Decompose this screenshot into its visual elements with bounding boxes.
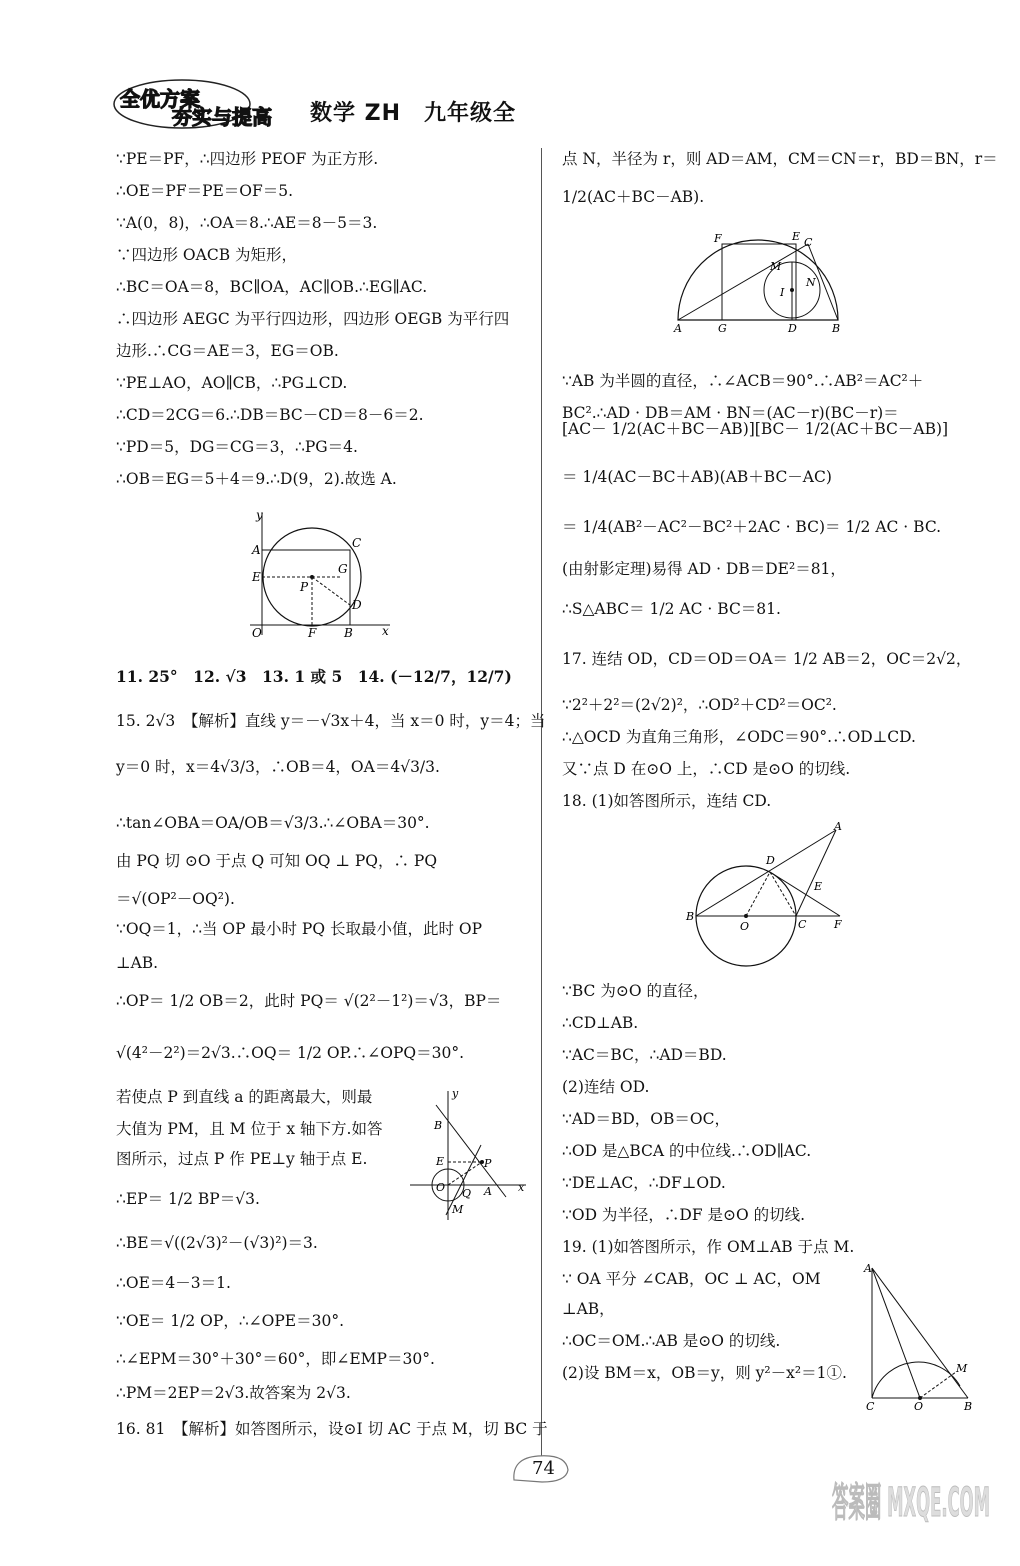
svg-text:O: O <box>436 1181 446 1194</box>
svg-text:A: A <box>674 322 682 335</box>
text-line: ∵2²＋2²＝(2√2)²，∴OD²＋CD²＝OC². <box>562 696 837 714</box>
text-line: 又∵点 D 在⊙O 上，∴CD 是⊙O 的切线. <box>562 760 851 778</box>
text-line: 点 N，半径为 r，则 AD＝AM，CM＝CN＝r，BD＝BN，r＝ <box>562 150 998 168</box>
text-line: ∴EP＝ 1/2 BP＝√3. <box>116 1190 260 1208</box>
text-line: ∴CD＝2CG＝6.∴DB＝BC－CD＝8－6＝2. <box>116 406 424 424</box>
text-line: ∵四边形 OACB 为矩形， <box>116 246 298 264</box>
text-line: ＝√(OP²－OQ²). <box>116 890 235 908</box>
svg-text:B: B <box>832 322 841 335</box>
svg-text:B: B <box>686 910 695 923</box>
svg-text:E: E <box>792 230 801 243</box>
answer-line: 11. 25° 12. √3 13. 1 或 5 14. (－12/7，12/7) <box>116 667 512 686</box>
text-line: ∴OP＝ 1/2 OB＝2，此时 PQ＝ √(2²－1²)＝√3，BP＝ <box>116 992 502 1010</box>
text-line: BC².∴AD · DB＝AM · BN＝(AC－r)(BC－r)＝ <box>562 404 899 422</box>
text-line: ⊥AB， <box>562 1300 615 1318</box>
svg-text:x: x <box>382 624 389 638</box>
svg-text:x: x <box>518 1181 525 1194</box>
text-line: 图所示，过点 P 作 PE⊥y 轴于点 E. <box>116 1150 368 1168</box>
svg-text:N: N <box>806 276 816 289</box>
figure-circle-tangent <box>684 818 854 968</box>
text-line: ∵OQ＝1，∴当 OP 最小时 PQ 长取最小值，此时 OP <box>116 920 483 938</box>
svg-text:I: I <box>780 286 785 299</box>
text-line: ∴CD⊥AB. <box>562 1014 639 1032</box>
text-line: ∴BE＝√((2√3)²－(√3)²)＝3. <box>116 1234 318 1252</box>
text-line: ∵A(0，8)，∴OA＝8.∴AE＝8－5＝3. <box>116 214 378 232</box>
svg-text:D: D <box>788 322 797 335</box>
svg-text:E: E <box>814 880 823 893</box>
text-line: 1/2(AC＋BC－AB). <box>562 188 705 206</box>
text-line: (2)设 BM＝x，OB＝y，则 y²－x²＝1①. <box>562 1364 847 1382</box>
text-line: y＝0 时，x＝4√3/3，∴OB＝4，OA＝4√3/3. <box>116 758 440 776</box>
text-line: 边形.∴CG＝AE＝3，EG＝OB. <box>116 342 339 360</box>
svg-text:O: O <box>252 626 262 640</box>
text-line: ∵ OA 平分 ∠CAB，OC ⊥ AC，OM <box>562 1270 821 1288</box>
svg-text:D: D <box>766 854 775 867</box>
subject-title: 数学 ZH 九年级全 <box>310 101 517 126</box>
brand-logo <box>112 74 294 132</box>
text-line: ＝ 1/4(AC－BC＋AB)(AB＋BC－AC) <box>562 468 832 486</box>
svg-text:M: M <box>770 260 782 273</box>
svg-text:y: y <box>256 508 263 522</box>
svg-text:G: G <box>718 322 727 335</box>
text-line: ∴OE＝PF＝PE＝OF＝5. <box>116 182 294 200</box>
text-line: ∵DE⊥AC，∴DF⊥OD. <box>562 1174 726 1192</box>
svg-text:O: O <box>740 920 750 933</box>
svg-text:M: M <box>452 1203 464 1216</box>
text-line: ∴四边形 AEGC 为平行四边形，四边形 OEGB 为平行四 <box>116 310 510 328</box>
text-line: ∵BC 为⊙O 的直径， <box>562 982 709 1000</box>
text-line: ∴∠EPM＝30°＋30°＝60°，即∠EMP＝30°. <box>116 1350 435 1368</box>
figure-tangent-line <box>406 1085 531 1225</box>
text-line: 若使点 P 到直线 a 的距离最大，则最 <box>116 1088 373 1106</box>
text-line: ∴PM＝2EP＝2√3.故答案为 2√3. <box>116 1384 351 1402</box>
text-line: 大值为 PM，且 M 位于 x 轴下方.如答 <box>116 1120 383 1138</box>
text-line: 16. 81 【解析】如答图所示，设⊙I 切 AC 于点 M，切 BC 于 <box>116 1420 548 1438</box>
svg-text:D: D <box>352 598 362 612</box>
svg-text:Q: Q <box>462 1187 472 1200</box>
svg-text:C: C <box>352 536 362 550</box>
svg-text:P: P <box>300 580 309 594</box>
text-line: (由射影定理)易得 AD · DB＝DE²＝81， <box>562 560 846 578</box>
svg-text:A: A <box>252 543 261 557</box>
svg-text:C: C <box>804 236 813 249</box>
svg-text:G: G <box>338 562 348 576</box>
text-line: ∵AD＝BD，OB＝OC， <box>562 1110 730 1128</box>
svg-text:A: A <box>484 1185 492 1198</box>
text-line: ∴OC＝OM.∴AB 是⊙O 的切线. <box>562 1332 781 1350</box>
text-line: 17. 连结 OD，CD＝OD＝OA＝ 1/2 AB＝2，OC＝2√2， <box>562 650 972 668</box>
text-line: ∴△OCD 为直角三角形，∠ODC＝90°.∴OD⊥CD. <box>562 728 916 746</box>
svg-text:答案圈 MXQE.COM: 答案圈 MXQE.COM <box>832 1480 990 1526</box>
svg-text:P: P <box>484 1157 492 1170</box>
svg-text:O: O <box>914 1400 924 1410</box>
text-line: ∴BC＝OA＝8，BC∥OA，AC∥OB.∴EG∥AC. <box>116 278 428 296</box>
text-line: 19. (1)如答图所示，作 OM⊥AB 于点 M. <box>562 1238 855 1256</box>
svg-text:E: E <box>436 1155 445 1168</box>
figure-triangle-semicircle <box>860 1258 980 1410</box>
text-line: ∴OB＝EG＝5＋4＝9.∴D(9，2).故选 A. <box>116 470 397 488</box>
text-line: ∵AB 为半圆的直径，∴∠ACB＝90°.∴AB²＝AC²＋ <box>562 372 924 390</box>
svg-text:C: C <box>866 1400 875 1410</box>
text-line: ∴S△ABC＝ 1/2 AC · BC＝81. <box>562 600 781 618</box>
text-line: (2)连结 OD. <box>562 1078 650 1096</box>
text-line: 由 PQ 切 ⊙O 于点 Q 可知 OQ ⊥ PQ，∴ PQ <box>116 852 438 870</box>
text-line: [AC－ 1/2(AC＋BC－AB)][BC－ 1/2(AC＋BC－AB)] <box>562 420 949 438</box>
svg-text:A: A <box>864 1262 872 1275</box>
text-line: ∵PE＝PF，∴四边形 PEOF 为正方形. <box>116 150 379 168</box>
svg-text:B: B <box>434 1119 443 1132</box>
text-line: ∵OD 为半径，∴DF 是⊙O 的切线. <box>562 1206 806 1224</box>
page-header <box>112 74 532 134</box>
figure-circle-rectangle <box>240 505 400 645</box>
column-divider <box>541 148 542 1456</box>
svg-text:F: F <box>714 232 722 245</box>
svg-text:B: B <box>964 1400 973 1410</box>
text-line: 18. (1)如答图所示，连结 CD. <box>562 792 772 810</box>
text-line: ∴OD 是△BCA 的中位线.∴OD∥AC. <box>562 1142 812 1160</box>
text-line: ∵PE⊥AO，AO∥CB，∴PG⊥CD. <box>116 374 348 392</box>
text-line: ∵PD＝5，DG＝CG＝3，∴PG＝4. <box>116 438 358 456</box>
text-line: ⊥AB. <box>116 954 159 972</box>
svg-text:C: C <box>798 918 807 931</box>
svg-text:F: F <box>308 626 317 640</box>
figure-semicircle-incircle <box>668 228 848 336</box>
svg-text:B: B <box>344 626 353 640</box>
text-line: 15. 2√3 【解析】直线 y＝－√3x＋4，当 x＝0 时，y＝4；当 <box>116 712 546 730</box>
svg-text:M: M <box>956 1362 968 1375</box>
svg-text:全优方案: 全优方案 <box>120 87 200 111</box>
svg-text:y: y <box>452 1087 459 1100</box>
text-line: ＝ 1/4(AB²－AC²－BC²＋2AC · BC)＝ 1/2 AC · BC. <box>562 518 942 536</box>
svg-text:A: A <box>834 820 842 833</box>
text-line: ∴OE＝4－3＝1. <box>116 1274 231 1292</box>
text-line: ∵AC＝BC，∴AD＝BD. <box>562 1046 727 1064</box>
text-line: ∵OE＝ 1/2 OP，∴∠OPE＝30°. <box>116 1312 345 1330</box>
svg-text:E: E <box>252 570 261 584</box>
watermark-logo <box>826 1466 996 1558</box>
svg-text:夯实与提高: 夯实与提高 <box>172 105 272 129</box>
page-number: 74 <box>508 1450 578 1486</box>
text-line: √(4²－2²)＝2√3.∴OQ＝ 1/2 OP.∴∠OPQ＝30°. <box>116 1044 465 1062</box>
svg-text:F: F <box>834 918 842 931</box>
text-line: ∴tan∠OBA＝OA/OB＝√3/3.∴∠OBA＝30°. <box>116 814 430 832</box>
